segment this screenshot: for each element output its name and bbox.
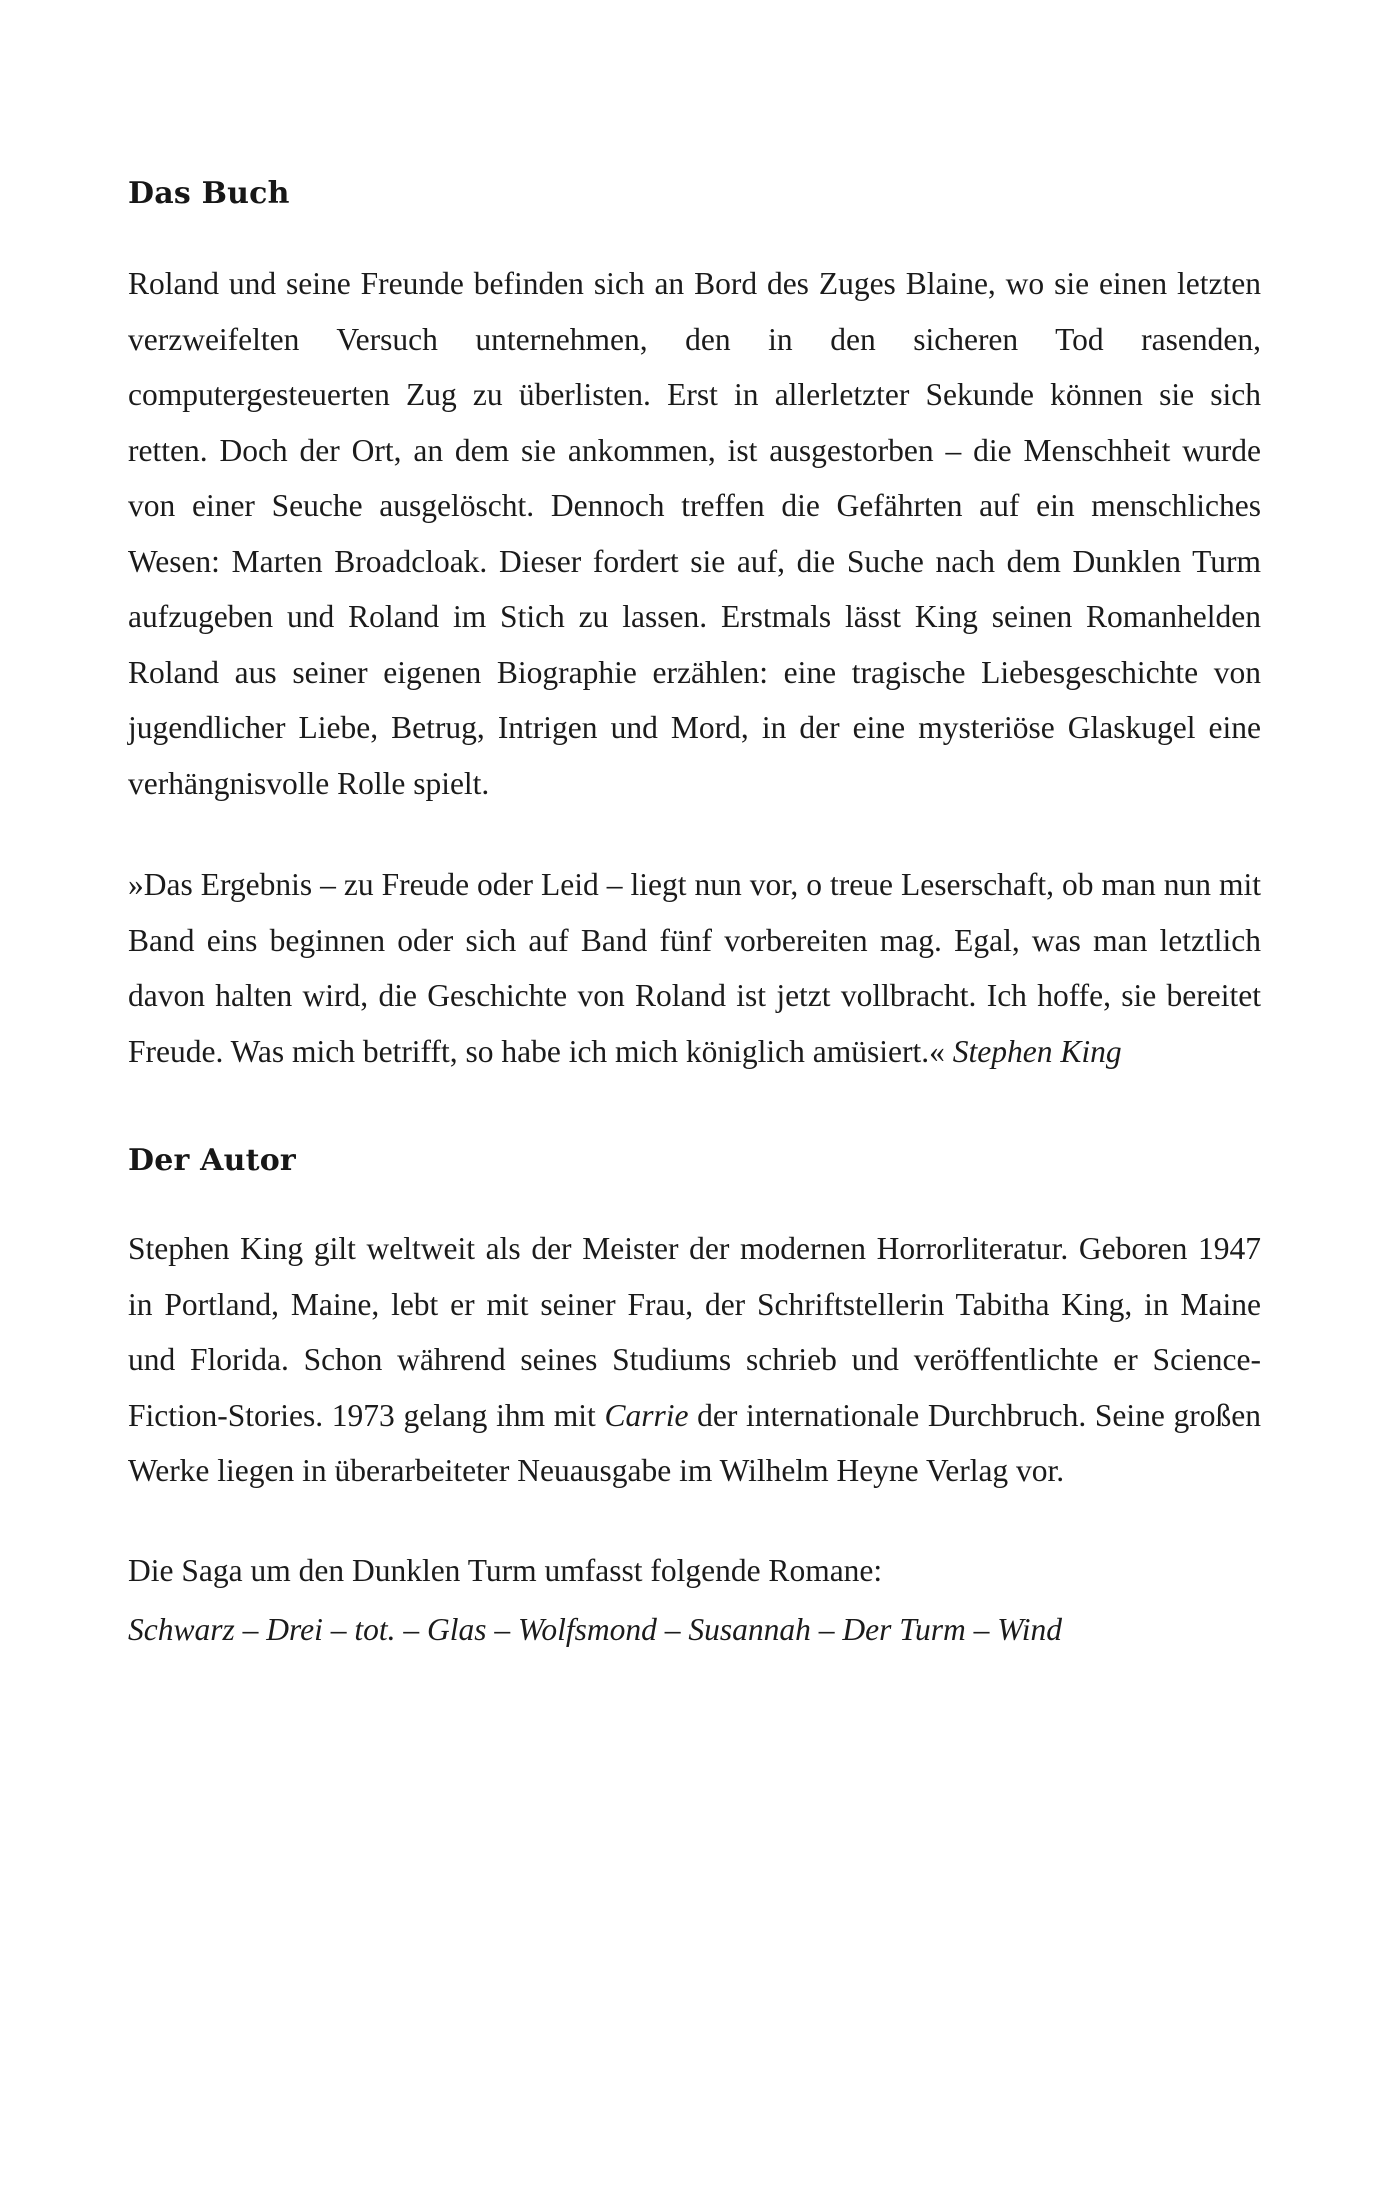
section-title-der-autor: Der Autor [128,1143,296,1178]
author-bio-block [128,1221,1261,1499]
content-column [128,176,1261,1658]
author-bio-paragraph [128,1221,1261,1499]
book-description-paragraph: Roland und seine Freunde befinden sich an Bord des Zuges Blaine, wo sie einen letzten verzweifelten Versuch unternehmen, den in den sicheren Tod rasenden, computergesteuerten Zug zu überlisten. Erst in allerletzter Sekunde können sie sich retten. Doch der Ort, an dem sie ankommen, ist ausgestorben – die Menschheit wurde von einer Seuche ausgelöscht. Dennoch treffen die Gefährten auf ein menschliches Wesen: Marten Broadcloak. Dieser fordert sie auf, die Suche nach dem Dunklen Turm aufzugeben und Roland im Stich zu lassen. Erstmals lässt King seinen Romanhelden Roland aus seiner eigenen Biographie erzählen: eine tragische Liebesgeschichte von jugendlicher Liebe, Betrug, Intrigen und Mord, in der eine mysteriöse Glaskugel eine verhängnisvolle Rolle spielt. [128,266,1261,801]
saga-titles-line: Schwarz – Drei – tot. – Glas – Wolfsmond – Susannah – Der Turm – Wind [128,1612,1062,1647]
quote-paragraph [128,857,1261,1079]
book-title-carrie: Carrie [604,1397,689,1433]
author-bio-part-one: Stephen King gilt weltweit als der Meister der modernen Horrorliteratur. Geboren 1947 in Portland, Maine, lebt er mit seiner Frau, der Schriftstellerin Tabitha King, in Maine und Florida. Schon während seines Studiums schrieb und veröffentlichte er Science-Fiction-Stories. 1973 gelang ihm mit [128,1231,1261,1433]
author-bio-part-two: der internationale Durchbruch. Seine großen Werke liegen in überarbeiteter Neuausgabe im Wilhelm Heyne Verlag vor. [128,1397,1261,1488]
saga-intro-line: Die Saga um den Dunklen Turm umfasst folgende Romane: [128,1552,883,1588]
quote-attribution: Stephen King [952,1033,1122,1069]
quote-text: »Das Ergebnis – zu Freude oder Leid – liegt nun vor, o treue Leserschaft, ob man nun mit Band eins beginnen oder sich auf Band fünf vorbereiten mag. Egal, was man letztlich davon halten wird, die Geschichte von Roland ist jetzt vollbracht. Ich hoffe, sie bereitet Freude. Was mich betrifft, so habe ich mich königlich amüsiert.« [128,867,1261,1069]
page-title-das-buch: Das Buch [128,176,290,211]
author-quote-block [128,857,1261,1079]
saga-series-block [128,1543,1261,1658]
